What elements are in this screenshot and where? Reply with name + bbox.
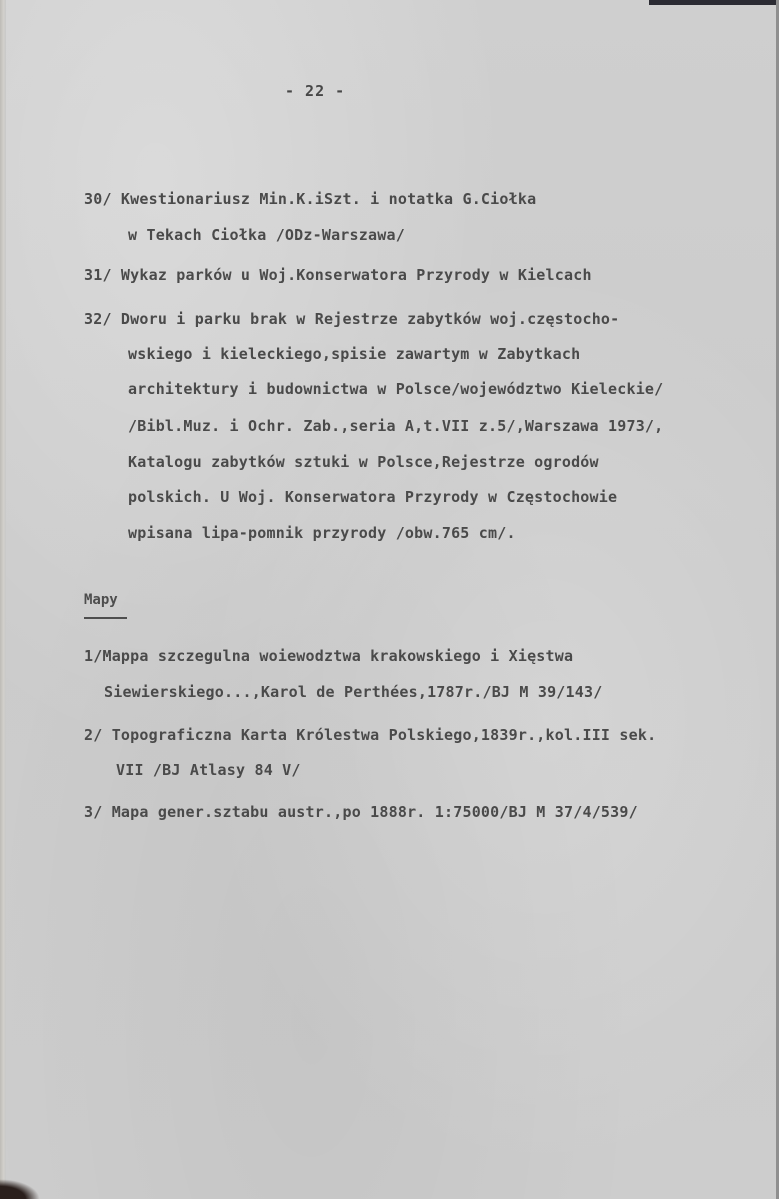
page-left-edge: [0, 0, 6, 1199]
note-32-line-7: wpisana lipa-pomnik przyrody /obw.765 cm/.: [128, 524, 516, 542]
note-30-line-2: w Tekach Ciołka /ODz-Warszawa/: [128, 226, 405, 244]
note-32-line-6: polskich. U Woj. Konserwatora Przyrody w Częstochowie: [128, 488, 618, 506]
note-32-line-5: Katalogu zabytków sztuki w Polsce,Rejestrze ogrodów: [128, 453, 599, 471]
scan-top-border: [649, 0, 779, 5]
note-32-line-4: /Bibl.Muz. i Ochr. Zab.,seria A,t.VII z.5/,Warszawa 1973/,: [128, 417, 664, 435]
map-2-line-2: VII /BJ Atlasy 84 V/: [116, 761, 301, 779]
note-30-line-1: 30/ Kwestionariusz Min.K.iSzt. i notatka G.Ciołka: [84, 190, 537, 208]
scan-corner-shadow: [0, 1179, 40, 1199]
note-32-line-3: architektury i budownictwa w Polsce/województwo Kieleckie/: [128, 380, 664, 398]
note-32-line-1: 32/ Dworu i parku brak w Rejestrze zabytków woj.częstocho-: [84, 310, 620, 328]
page-number: - 22 -: [285, 82, 346, 100]
note-32-line-2: wskiego i kieleckiego,spisie zawartym w Zabytkach: [128, 345, 581, 363]
map-3-line-1: 3/ Mapa gener.sztabu austr.,po 1888r. 1:75000/BJ M 37/4/539/: [84, 803, 638, 821]
maps-heading: Mapy: [84, 592, 118, 608]
note-31-line-1: 31/ Wykaz parków u Woj.Konserwatora Przyrody w Kielcach: [84, 266, 592, 284]
map-1-line-2: Siewierskiego...,Karol de Perthées,1787r./BJ M 39/143/: [104, 683, 603, 701]
map-1-line-1: 1/Mappa szczegulna woiewodztwa krakowskiego i Xięstwa: [84, 647, 574, 665]
maps-heading-underline: [84, 617, 127, 619]
map-2-line-1: 2/ Topograficzna Karta Królestwa Polskiego,1839r.,kol.III sek.: [84, 726, 657, 744]
